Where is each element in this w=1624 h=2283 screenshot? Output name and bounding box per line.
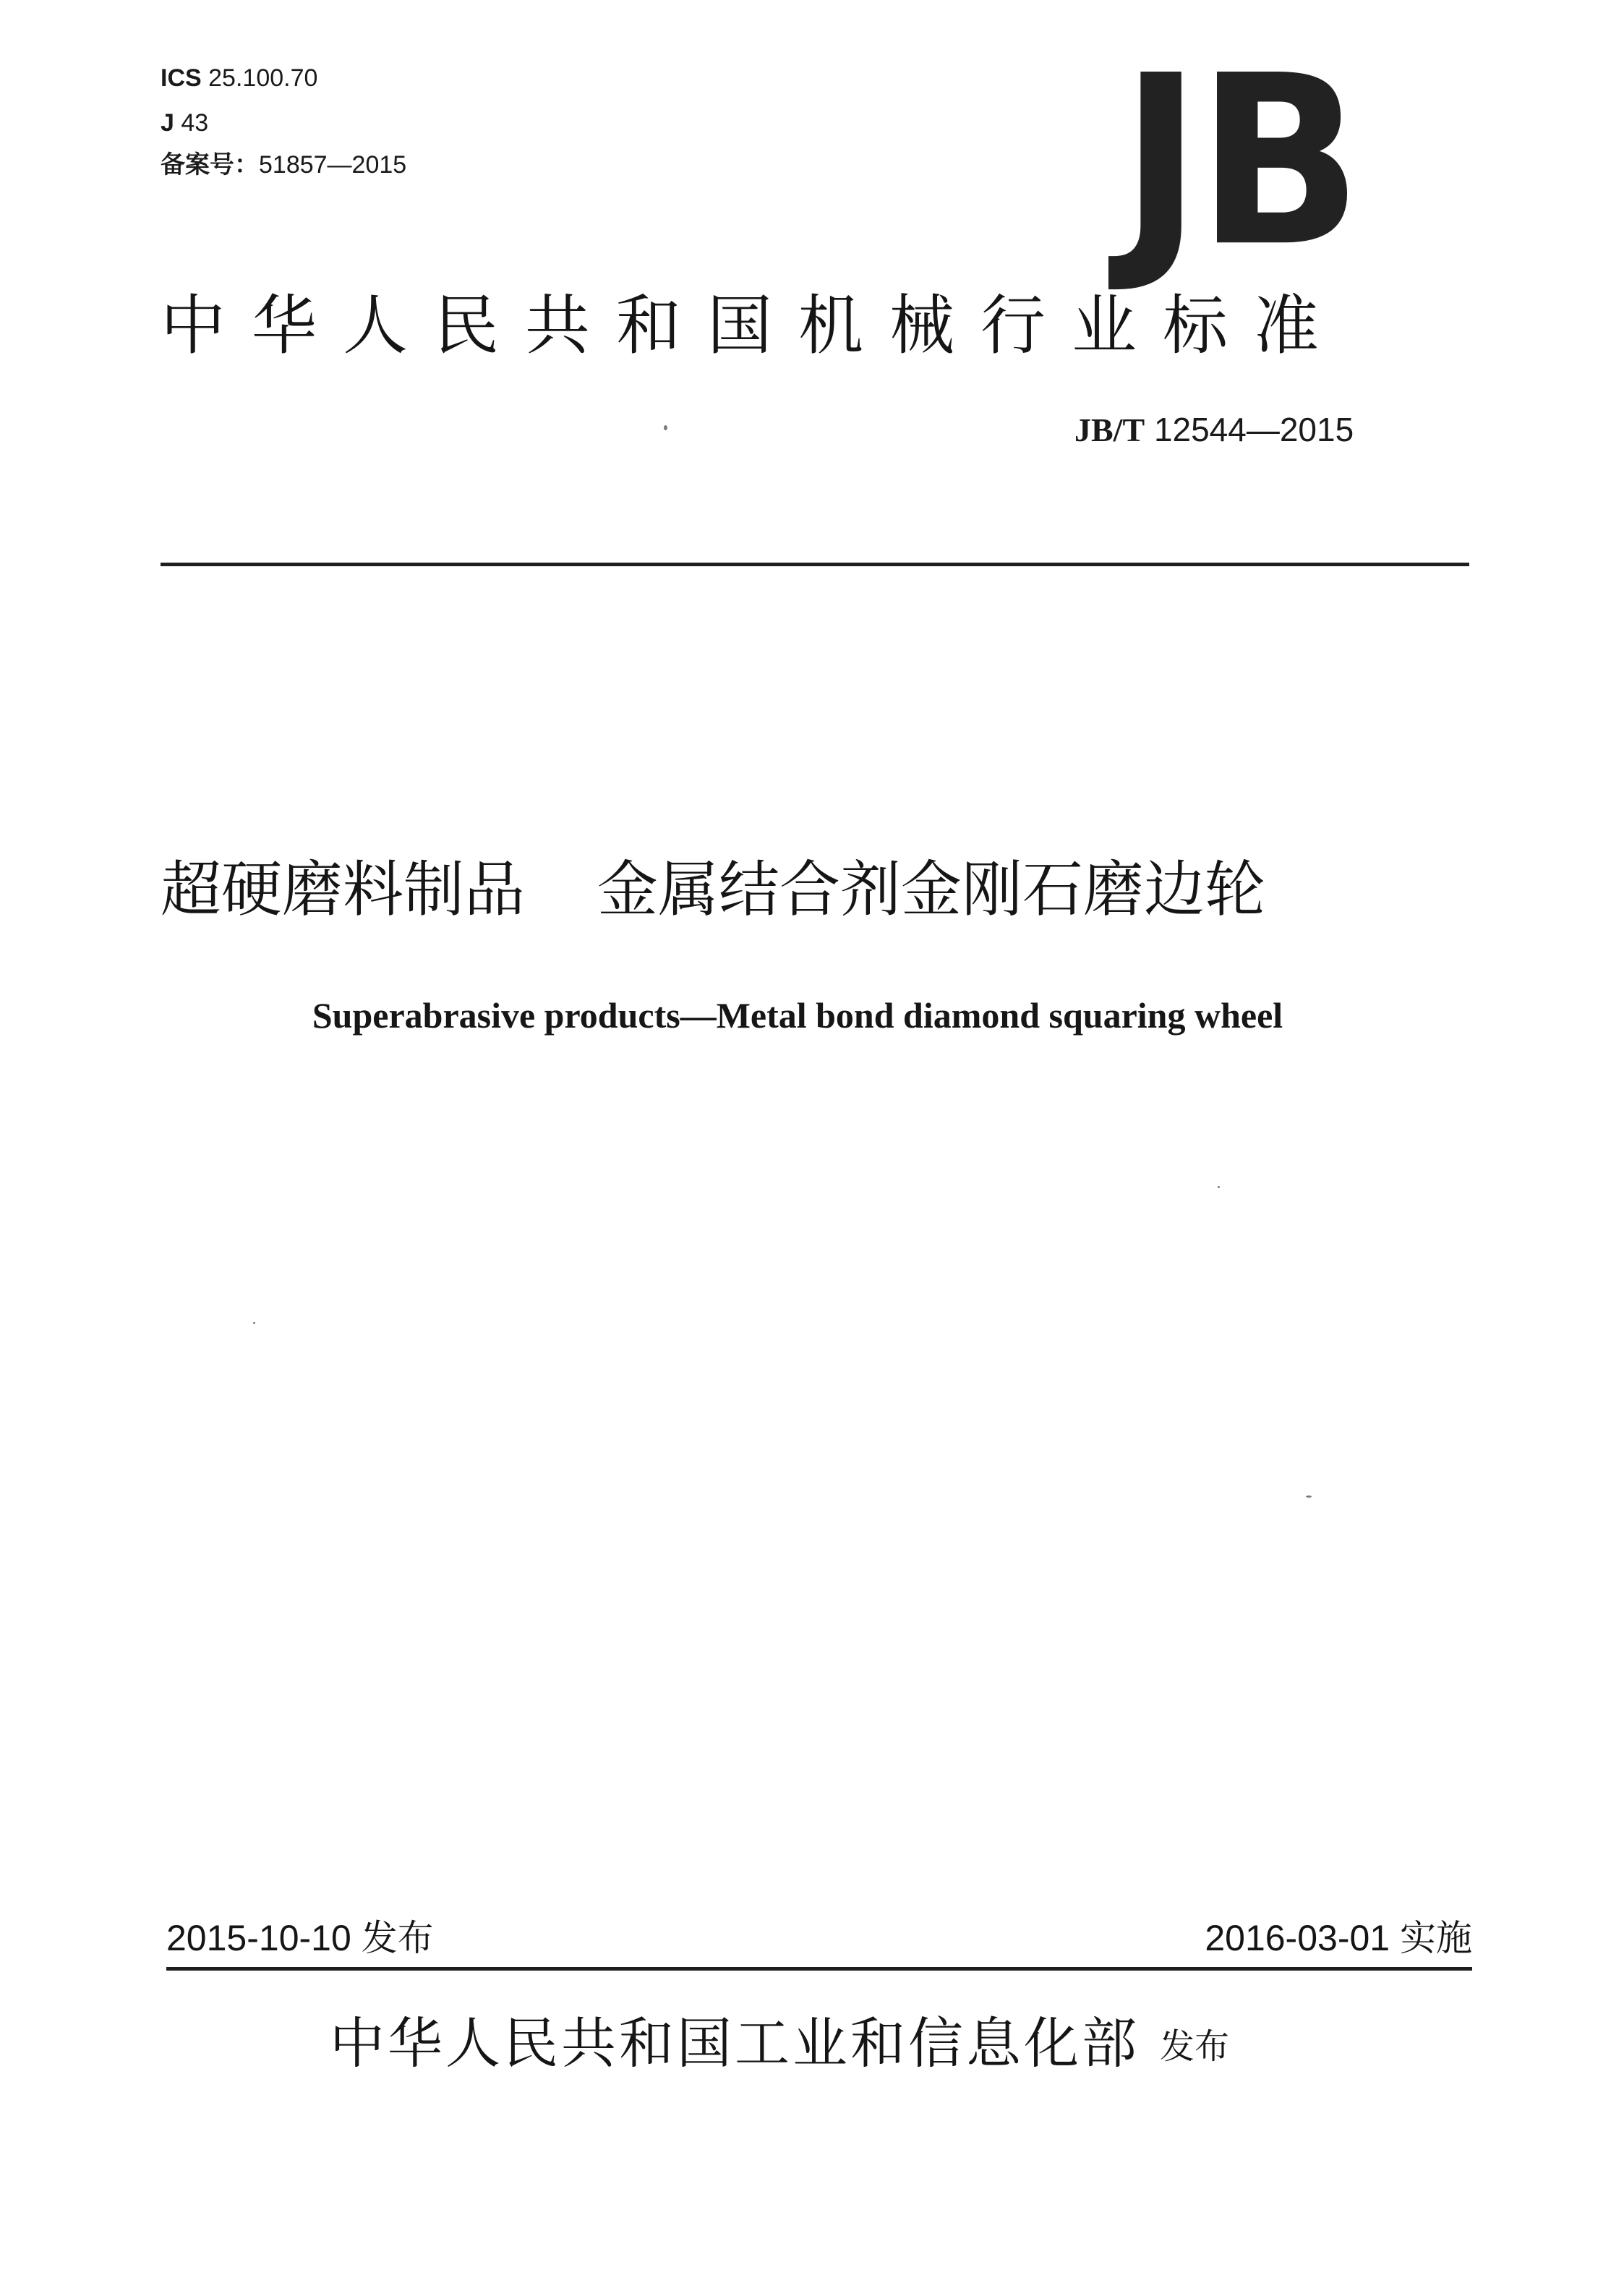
ccs-label: J <box>161 109 174 137</box>
standard-number-prefix: JB/T <box>1074 411 1145 448</box>
ccs-code: 43 <box>181 109 209 137</box>
filing-number-line <box>161 150 406 179</box>
publisher-action: 发布 <box>1159 2026 1229 2067</box>
issue-label: 发布 <box>361 1918 434 1958</box>
top-divider <box>161 563 1469 566</box>
issue-date: 2015-10-10 <box>166 1918 351 1958</box>
scan-speck <box>664 425 667 430</box>
publisher-line <box>0 2007 1624 2083</box>
filing-label: 备案号： <box>161 151 259 179</box>
document-title-cn <box>161 850 1462 929</box>
title-cn-part1: 超硬磨料制品 <box>161 854 526 925</box>
scan-speck <box>1218 1186 1220 1188</box>
bottom-divider <box>166 1967 1472 1971</box>
ccs-code-line <box>161 108 208 137</box>
jb-logo: JB <box>1120 25 1359 298</box>
scan-speck <box>1306 1495 1312 1498</box>
implementation-date-line <box>1205 1916 1472 1960</box>
scan-speck <box>253 1322 255 1324</box>
issue-date-line <box>166 1916 434 1960</box>
implementation-date: 2016-03-01 <box>1205 1918 1390 1958</box>
ics-label: ICS <box>161 64 202 92</box>
standard-number-value: 12544—2015 <box>1153 411 1354 448</box>
standard-number <box>1074 409 1354 451</box>
standard-category-title: 中华人民共和国机械行业标准 <box>161 288 1345 364</box>
title-cn-part2: 金属结合剂金刚石磨边轮 <box>597 854 1266 925</box>
ics-code-line <box>161 64 317 93</box>
filing-number: 51857—2015 <box>259 151 407 179</box>
publisher-organization: 中华人民共和国工业和信息化部 <box>329 2011 1140 2075</box>
document-title-en: Superabrasive products—Metal bond diamond squaring wheel <box>312 995 1283 1036</box>
implementation-label: 实施 <box>1400 1918 1472 1958</box>
ics-code: 25.100.70 <box>208 64 318 92</box>
